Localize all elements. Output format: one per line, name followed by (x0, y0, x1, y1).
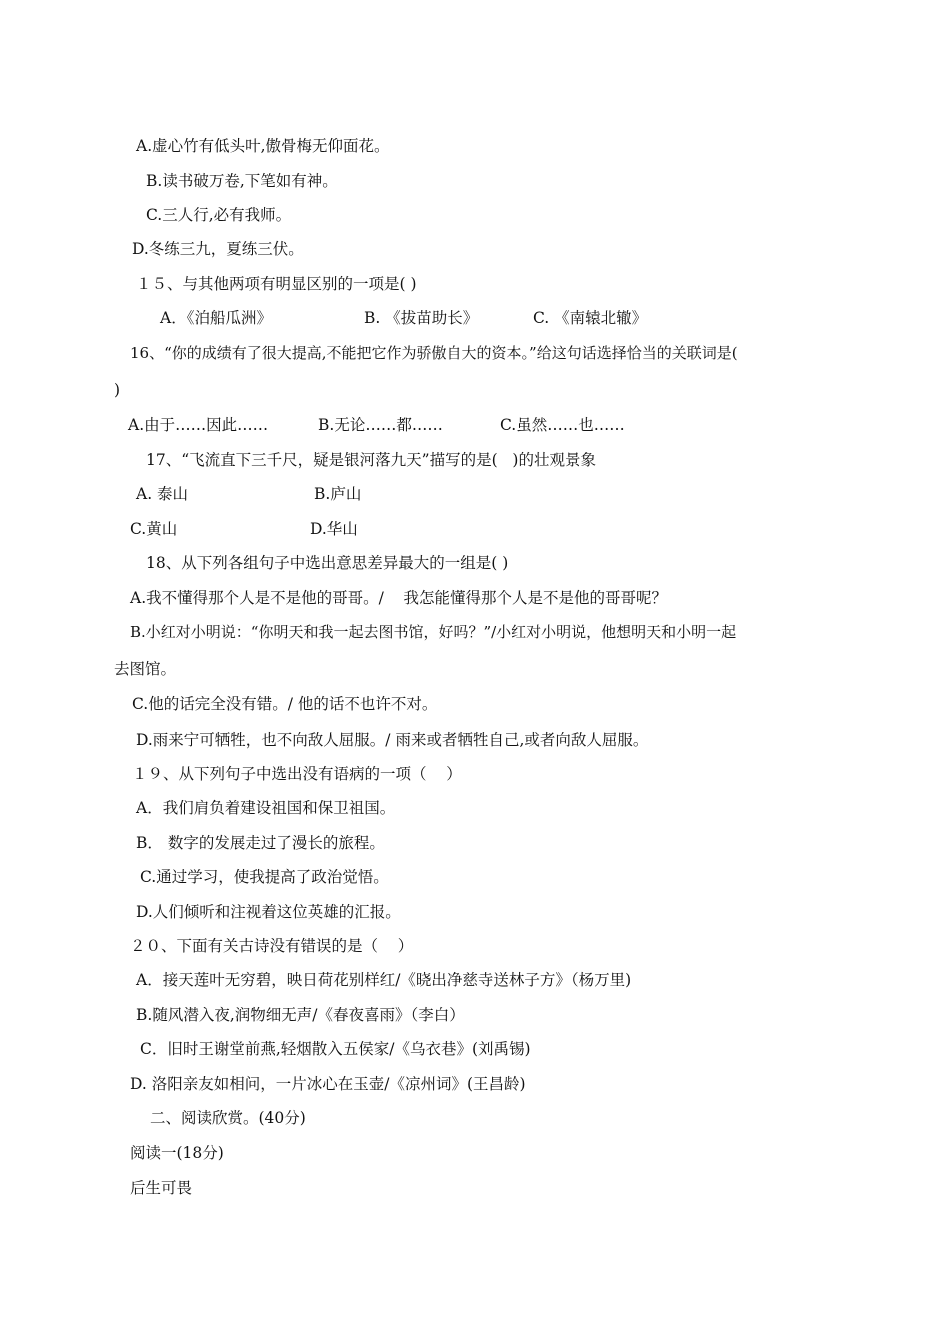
q15-option-a: A．《泊船瓜洲》 (160, 309, 272, 327)
q20-option-b: B.随风潜入夜,润物细无声/《春夜喜雨》（李白） (136, 1006, 465, 1024)
q20-option-a: A．接天莲叶无穷碧，映日荷花别样红/《晓出净慈寺送林子方》（杨万里) (136, 971, 632, 989)
q17-option-b: B.庐山 (314, 485, 362, 503)
q16-stem-line2: ) (114, 381, 121, 399)
section-heading: 二、阅读欣赏。(40分) (150, 1109, 306, 1127)
q17-option-a: A. 泰山 (136, 485, 189, 503)
q15-option-c: C. 《南辕北辙》 (533, 309, 648, 327)
q14-option-b: B.读书破万卷,下笔如有神。 (146, 172, 338, 190)
q16-option-c: C.虽然……也…… (500, 416, 625, 434)
q19-stem: １９、从下列句子中选出没有语病的一项（ ） (132, 765, 462, 783)
q15-option-b: B. 《拔苗助长》 (364, 309, 479, 327)
passage-title: 后生可畏 (130, 1179, 193, 1197)
q17-option-d: D.华山 (310, 520, 358, 538)
q15-stem: １５、与其他两项有明显区别的一项是( ) (136, 275, 417, 293)
q18-option-d: D.雨来宁可牺牲，也不向敌人屈服。/ 雨来或者牺牲自己,或者向敌人屈服。 (136, 731, 649, 749)
q20-stem: ２０、下面有关古诗没有错误的是（ ） (130, 937, 414, 955)
q18-stem: 18、从下列各组句子中选出意思差异最大的一组是( ) (146, 554, 509, 572)
q14-option-d: D.冬练三九，夏练三伏。 (132, 240, 304, 258)
q18-option-b-line2: 去图馆。 (114, 660, 177, 678)
q19-option-c: C.通过学习，使我提高了政治觉悟。 (140, 868, 389, 886)
q19-option-d: D.人们倾听和注视着这位英雄的汇报。 (136, 903, 401, 921)
q14-option-a: A.虚心竹有低头叶,傲骨梅无仰面花。 (136, 137, 390, 155)
q16-option-a: A.由于……因此…… (128, 416, 269, 434)
q19-option-b: B． 数字的发展走过了漫长的旅程。 (136, 834, 385, 852)
q16-stem-line1: 16、“你的成绩有了很大提高,不能把它作为骄傲自大的资本。”给这句话选择恰当的关联词是( (130, 344, 738, 362)
q14-option-c: C.三人行,必有我师。 (146, 206, 292, 224)
q19-option-a: A．我们肩负着建设祖国和保卫祖国。 (136, 799, 396, 817)
q18-option-b-line1: B.小红对小明说：“你明天和我一起去图书馆，好吗？”/小红对小明说，他想明天和小明一起 (130, 623, 737, 641)
q17-option-c: C.黄山 (130, 520, 178, 538)
q20-option-c: C．旧时王谢堂前燕,轻烟散入五侯家/《乌衣巷》(刘禹锡) (140, 1040, 531, 1058)
q16-option-b: B.无论……都…… (318, 416, 443, 434)
q17-stem: 17、“飞流直下三千尺，疑是银河落九天”描写的是( )的壮观景象 (146, 451, 596, 469)
q18-option-a: A.我不懂得那个人是不是他的哥哥。/ 我怎能懂得那个人是不是他的哥哥呢？ (130, 589, 668, 607)
reading-one-heading: 阅读一(18分) (130, 1144, 224, 1162)
q20-option-d: D. 洛阳亲友如相问，一片冰心在玉壶/《凉州词》(王昌龄) (130, 1075, 526, 1093)
q18-option-c: C.他的话完全没有错。/ 他的话不也许不对。 (132, 695, 438, 713)
